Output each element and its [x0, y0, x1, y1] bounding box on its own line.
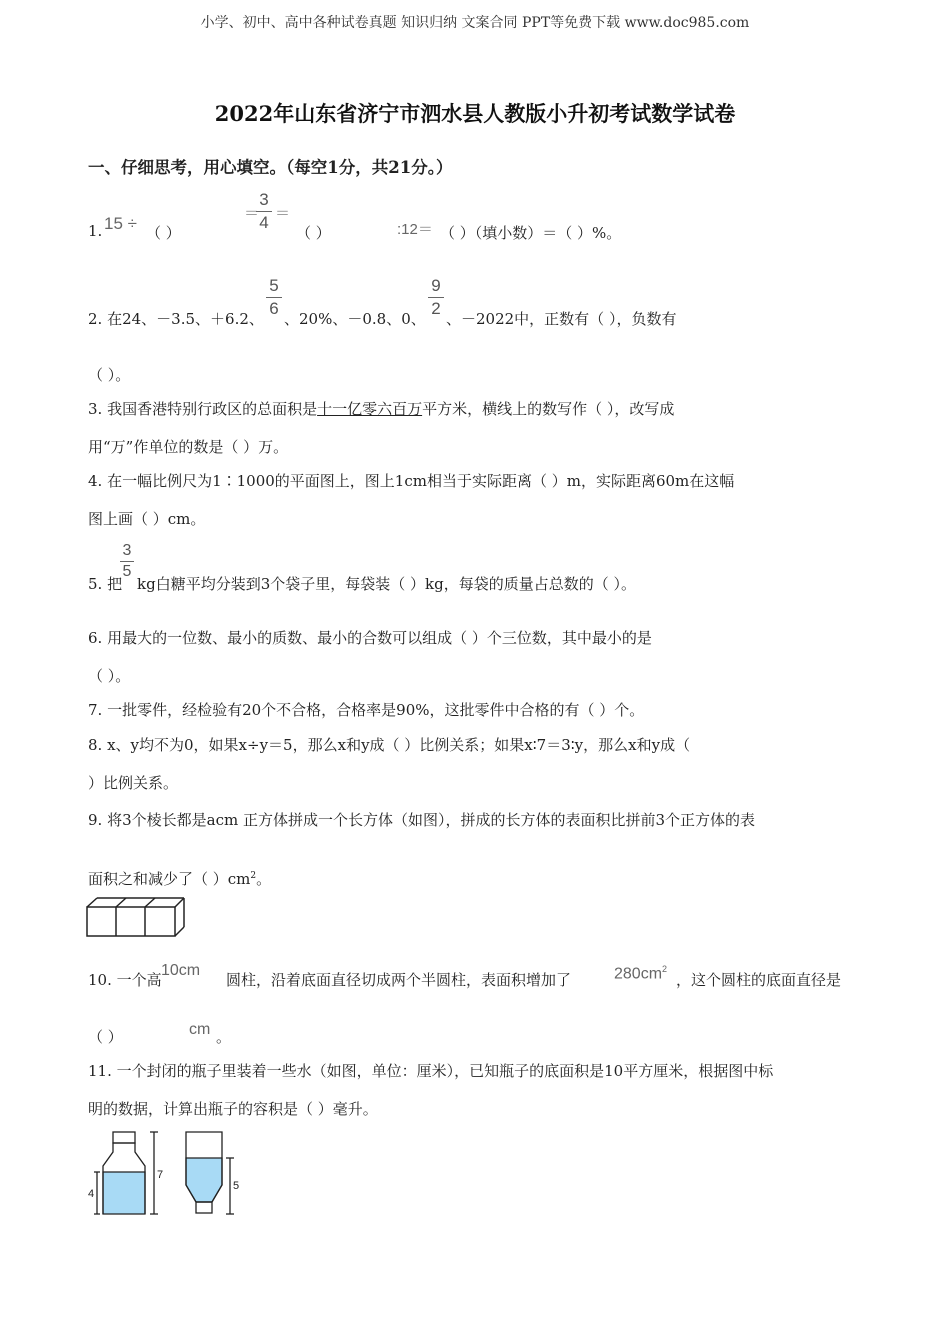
q9-line2-end: 。	[256, 870, 272, 888]
q10-area-sup: 2	[662, 964, 668, 974]
q3-underlined-number: 十一亿零六百万	[317, 400, 423, 418]
q2-frac2-den: 2	[431, 299, 441, 318]
q8-line1: 8. x、y均不为0，如果x÷y＝5，那么x和y成（ ）比例关系；如果x∶7＝3∶y，那么x和y成（	[88, 736, 691, 754]
q10-area	[614, 964, 667, 983]
q4-line1: 4. 在一幅比例尺为1∶1000的平面图上，图上1cm相当于实际距离（ ）m，实际距离60m在这幅	[88, 472, 735, 490]
q1-frac-denominator: 4	[259, 213, 269, 232]
q6-line2: （ ）。	[88, 667, 131, 685]
question-7: 7. 一批零件，经检验有20个不合格，合格率是90%，这批零件中合格的有（ ）个。	[88, 701, 645, 719]
q2-part-c: 、－2022中，正数有（ ），负数有	[446, 310, 677, 328]
q6-line1: 6. 用最大的一位数、最小的质数、最小的合数可以组成（ ）个三位数，其中最小的是	[88, 629, 652, 647]
q5-fraction	[120, 542, 134, 581]
q2-line2: （ ）。	[88, 366, 131, 384]
q10-line2-end: 。	[216, 1028, 232, 1046]
q1-eq2: ＝	[275, 205, 291, 222]
q1-frac-numerator: 3	[259, 190, 269, 209]
q1-fraction	[256, 190, 272, 233]
q1-ratio: :12＝	[397, 221, 433, 238]
q2-frac1-den: 6	[269, 299, 279, 318]
q10-unit: cm	[189, 1021, 211, 1038]
q10-part-b: 圆柱，沿着底面直径切成两个半圆柱，表面积增加了	[226, 971, 572, 989]
section-heading: 一、仔细思考，用心填空。（每空1分，共21分。）	[88, 158, 453, 177]
q10-area-value: 280cm	[614, 965, 663, 983]
q1-number: 1.	[88, 222, 103, 240]
q2-fraction-2	[428, 276, 444, 319]
q11-line2: 明的数据，计算出瓶子的容积是（ ）毫升。	[88, 1100, 378, 1118]
q3-line2: 用“万”作单位的数是（ ）万。	[88, 438, 289, 456]
q1-blank2: （ ）	[296, 224, 331, 242]
q5-frac-num: 3	[122, 542, 132, 559]
q3-line1	[88, 398, 674, 419]
upright-bottle-cap	[113, 1132, 135, 1143]
exam-title: 2022年山东省济宁市泗水县人教版小升初考试数学试卷	[214, 101, 736, 126]
q2-frac1-num: 5	[269, 276, 279, 295]
q2-part-b: 、20%、－0.8、0、	[284, 310, 426, 328]
inverted-bottle-cap	[196, 1202, 212, 1213]
q5-part-b: kg白糖平均分装到3个袋子里，每袋装（ ）kg，每袋的质量占总数的（ ）。	[137, 575, 636, 593]
q1-expr: 15 ÷	[104, 214, 137, 233]
q3-part-a: 3. 我国香港特别行政区的总面积是	[88, 400, 318, 418]
bottle-figure	[84, 1126, 264, 1222]
q9-superscript: 2	[250, 871, 257, 881]
upright-bottle-water	[103, 1172, 145, 1214]
cuboid-front-face	[87, 907, 175, 936]
q10-line2-blank: （ ）	[88, 1028, 123, 1046]
label-5: 5	[233, 1180, 240, 1192]
q2-part-a: 2. 在24、－3.5、＋6.2、	[88, 310, 264, 328]
q9-line2-text: 面积之和减少了（ ）cm	[88, 870, 251, 888]
page-header: 小学、初中、高中各种试卷真题 知识归纳 文案合同 PPT等免费下载 www.doc985.com	[200, 15, 750, 31]
q9-line2	[88, 868, 271, 889]
q8-line2: ）比例关系。	[88, 774, 179, 792]
q5-part-a: 5. 把	[88, 575, 123, 593]
q10-height: 10cm	[161, 962, 201, 979]
q1-rest: （ ）（填小数）＝（ ）%。	[440, 224, 622, 242]
q11-line1: 11. 一个封闭的瓶子里装着一些水（如图，单位：厘米），已知瓶子的底面积是10平方厘米，根据图中标	[88, 1062, 774, 1080]
q2-frac2-num: 9	[431, 276, 441, 295]
label-7: 7	[157, 1169, 164, 1181]
q1-blank1: （ ）	[146, 224, 181, 242]
q5-frac-den: 5	[122, 563, 132, 580]
label-4: 4	[88, 1188, 95, 1200]
cuboid-figure	[86, 896, 186, 940]
q10-part-a: 10. 一个高	[88, 971, 162, 989]
q3-part-b: 平方米，横线上的数写作（ ），改写成	[422, 400, 675, 418]
q1-eq: ＝	[244, 205, 260, 222]
q9-line1: 9. 将3个棱长都是acm 正方体拼成一个长方体（如图），拼成的长方体的表面积比拼前3个正方体的表	[88, 811, 756, 829]
q4-line2: 图上画（ ）cm。	[88, 510, 206, 528]
q10-part-c: ，这个圆柱的底面直径是	[676, 971, 842, 989]
q2-fraction-1	[266, 276, 282, 319]
